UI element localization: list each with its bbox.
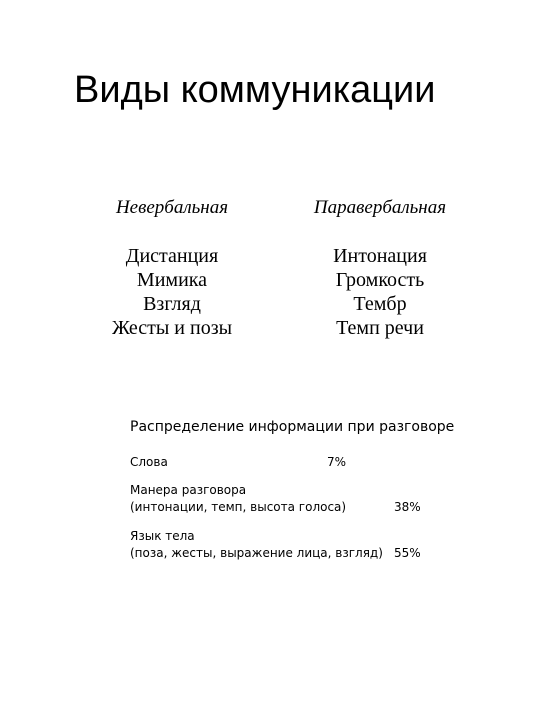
slide-title: Виды коммуникации: [74, 69, 436, 111]
list-item: Мимика: [136, 269, 208, 291]
list-item: Взгляд: [143, 293, 201, 315]
list-item: Жесты и позы: [111, 317, 233, 339]
row-label: Манера разговора (интонации, темп, высота голоса): [130, 483, 347, 514]
row-percent: 38%: [394, 500, 421, 514]
paraverbal-column: [280, 196, 480, 340]
list-item: Дистанция: [125, 245, 219, 267]
row-label: Язык тела (поза, жесты, выражение лица, взгляд): [130, 529, 383, 560]
row-label: Слова: [130, 455, 168, 469]
list-item: Интонация: [333, 245, 427, 267]
list-item: Темп речи: [336, 317, 424, 339]
distribution-row: [130, 528, 490, 562]
distribution-row: [130, 454, 490, 476]
information-distribution: [130, 418, 490, 562]
list-item: Громкость: [335, 269, 425, 291]
nonverbal-column: [72, 196, 272, 340]
info-title: Распределение информации при разговоре: [130, 419, 455, 435]
row-percent: 7%: [327, 455, 347, 469]
row-percent: 55%: [394, 546, 421, 560]
list-item: Тембр: [353, 293, 407, 315]
column-heading: Невербальная: [115, 197, 229, 218]
column-heading: Паравербальная: [313, 197, 447, 218]
distribution-row: [130, 482, 490, 516]
